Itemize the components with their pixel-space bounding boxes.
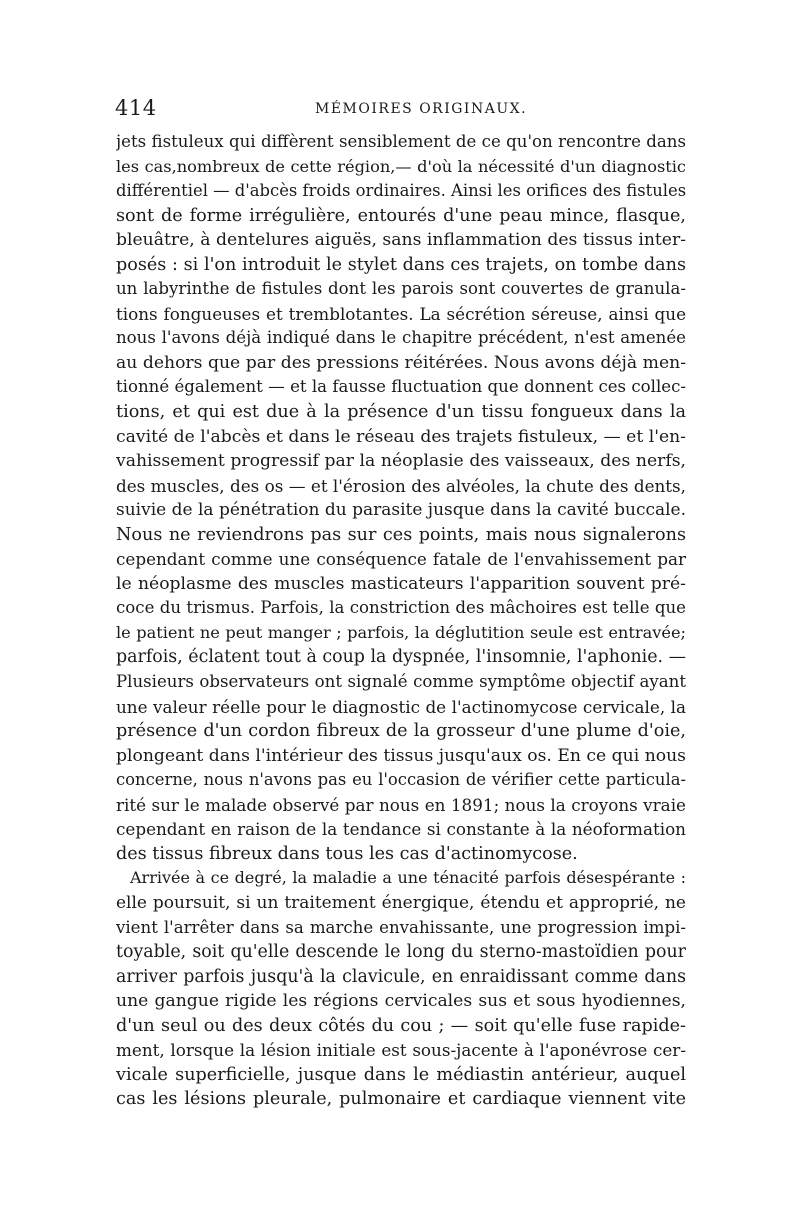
text-line: différentiel — d'abcès froids ordinaires. Ainsi les orifices des fistules: [116, 181, 686, 201]
text-line: cependant comme une conséquence fatale de l'envahissement par: [116, 549, 686, 570]
text-line: une gangue rigide les régions cervicales sus et sous hyodiennes,: [116, 991, 686, 1012]
text-line: jets fistuleux qui diffèrent sensiblement de ce qu'on rencontre dans: [116, 132, 686, 151]
text-line: toyable, soit qu'elle descende le long du sterno-mastoïdien pour: [116, 942, 686, 963]
text-line: les cas,nombreux de cette région,— d'où la nécessité d'un diagnostic: [116, 156, 686, 176]
text-line: posés : si l'on introduit le stylet dans ces trajets, on tombe dans: [116, 254, 686, 275]
text-line: elle poursuit, si un traitement énergique, étendu et approprié, ne: [116, 892, 686, 913]
text-line: Plusieurs observateurs ont signalé comme symptôme objectif ayant: [116, 672, 686, 692]
text-line: d'un seul ou des deux côtés du cou ; — soit qu'elle fuse rapide-: [116, 1015, 686, 1036]
text-line: nous l'avons déjà indiqué dans le chapitre précédent, n'est amenée: [116, 328, 686, 348]
paragraph-start-line: Arrivée à ce degré, la maladie a une ténacité parfois désespérante :: [130, 868, 686, 888]
text-line: bleuâtre, à dentelures aiguës, sans inflammation des tissus inter-: [116, 230, 686, 251]
text-line: plongeant dans l'intérieur des tissus jusqu'aux os. En ce qui nous: [116, 745, 686, 766]
text-line: cavité de l'abcès et dans le réseau des trajets fistuleux, — et l'en-: [116, 426, 686, 447]
text-line: coce du trismus. Parfois, la constriction des mâchoires est telle que: [116, 598, 686, 618]
text-line: le patient ne peut manger ; parfois, la déglutition seule est entravée;: [116, 622, 686, 642]
body-text: [116, 130, 686, 1112]
text-line: Nous ne reviendrons pas sur ces points, mais nous signalerons: [116, 524, 686, 545]
text-line: tions fongueuses et tremblotantes. La sécrétion séreuse, ainsi que: [116, 303, 686, 324]
text-line: présence d'un cordon fibreux de la grosseur d'une plume d'oie,: [116, 721, 686, 742]
text-line: cependant en raison de la tendance si constante à la néoformation: [116, 819, 686, 840]
text-line: ment, lorsque la lésion initiale est sous-jacente à l'aponévrose cer-: [116, 1040, 686, 1061]
text-line: vahissement progressif par la néoplasie des vaisseaux, des nerfs,: [116, 451, 686, 472]
page-number: 414: [115, 96, 157, 120]
text-line: un labyrinthe de fistules dont les parois sont couvertes de granula-: [116, 279, 686, 299]
text-line: rité sur le malade observé par nous en 1891; nous la croyons vraie: [116, 794, 686, 815]
text-line: concerne, nous n'avons pas eu l'occasion de vérifier cette particula-: [116, 770, 686, 790]
page-header: [115, 96, 685, 124]
text-line: une valeur réelle pour le diagnostic de l'actinomycose cervicale, la: [116, 696, 686, 717]
text-line: au dehors que par des pressions réitérées. Nous avons déjà men-: [116, 352, 686, 373]
text-line: cas les lésions pleurale, pulmonaire et cardiaque viennent vite: [116, 1089, 686, 1110]
paragraph-end-line: des tissus fibreux dans tous les cas d'actinomycose.: [116, 843, 578, 864]
text-line: le néoplasme des muscles masticateurs l'apparition souvent pré-: [116, 573, 686, 594]
text-line: des muscles, des os — et l'érosion des alvéoles, la chute des dents,: [116, 475, 686, 496]
text-line: suivie de la pénétration du parasite jusque dans la cavité buccale.: [116, 500, 686, 521]
text-line: parfois, éclatent tout à coup la dyspnée, l'insomnie, l'aphonie. —: [116, 647, 686, 668]
text-line: vicale superficielle, jusque dans le médiastin antérieur, auquel: [116, 1064, 686, 1085]
text-line: tionné également — et la fausse fluctuation que donnent ces collec-: [116, 377, 686, 397]
text-line: tions, et qui est due à la présence d'un tissu fongueux dans la: [116, 402, 686, 423]
running-title: MÉMOIRES ORIGINAUX.: [315, 101, 528, 117]
text-line: sont de forme irrégulière, entourés d'une peau mince, flasque,: [116, 205, 686, 226]
text-line: arriver parfois jusqu'à la clavicule, en enraidissant comme dans: [116, 966, 686, 987]
text-line: vient l'arrêter dans sa marche envahissante, une progression impi-: [116, 917, 686, 937]
